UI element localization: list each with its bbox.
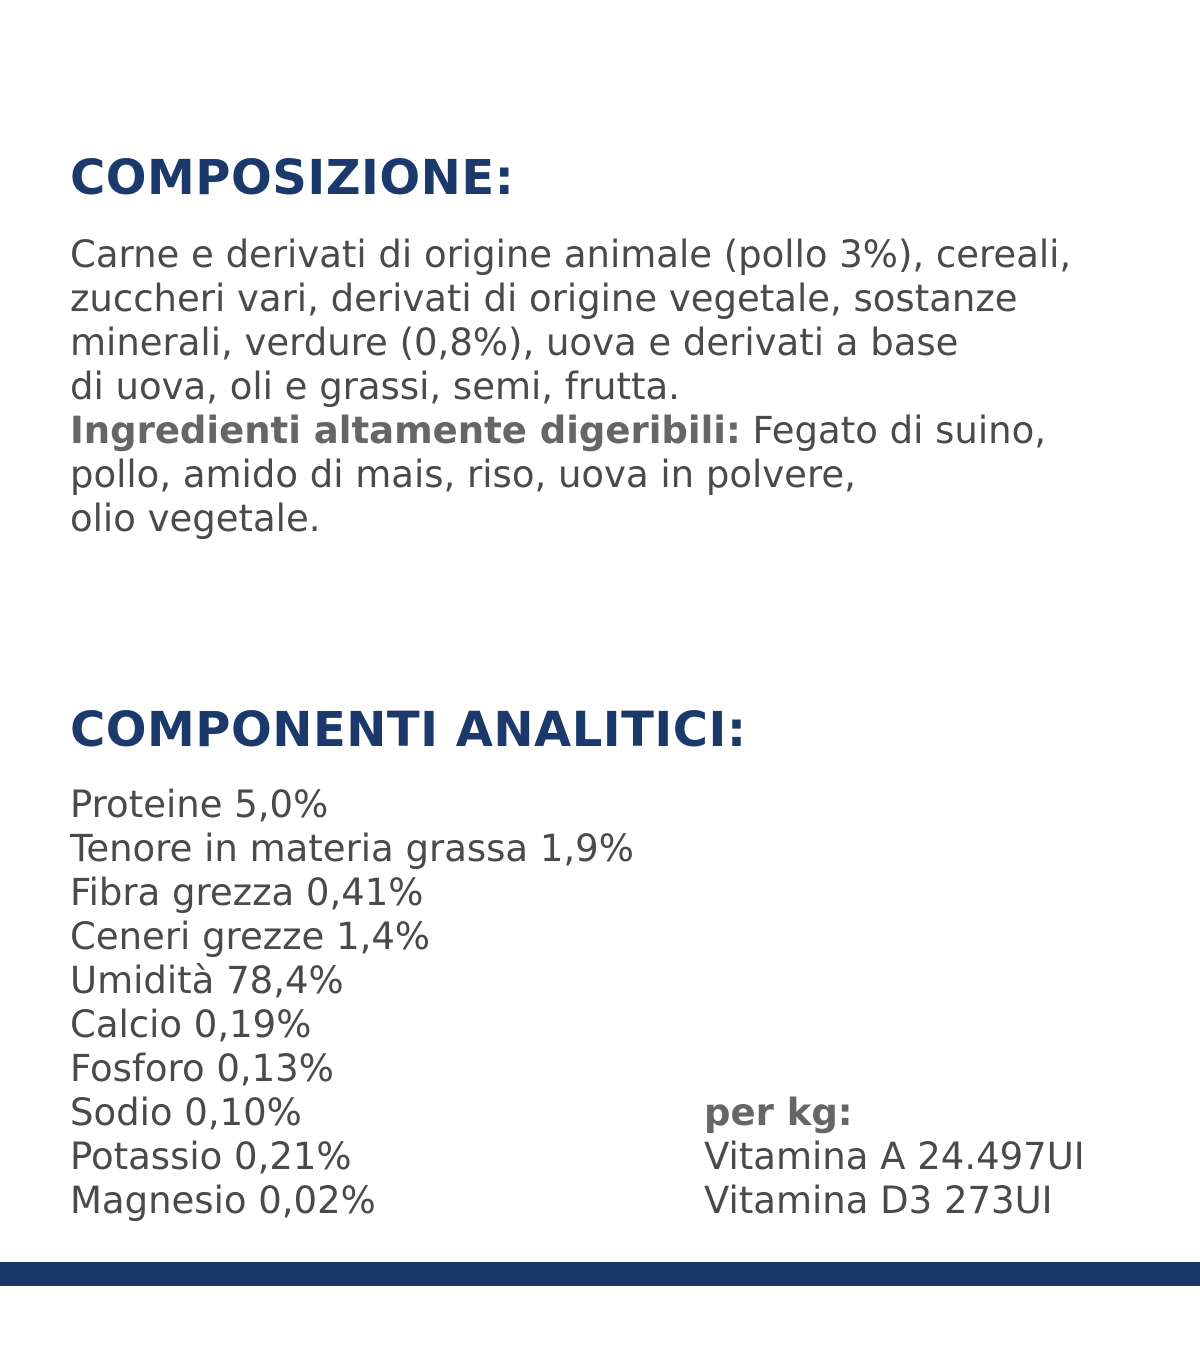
composition-text: [70, 233, 1071, 541]
highly-digestible-text: Fegato di suino,: [740, 409, 1046, 452]
highly-digestible-line: pollo, amido di mais, riso, uova in polvere,: [70, 453, 856, 496]
composition-line: di uova, oli e grassi, semi, frutta.: [70, 365, 680, 408]
highly-digestible-label: Ingredienti altamente digeribili:: [70, 409, 741, 452]
analytic-item: Fosforo 0,13%: [70, 1047, 334, 1090]
footer-bar: [0, 1262, 1200, 1286]
composition-heading: COMPOSIZIONE:: [70, 150, 515, 206]
analytic-item: Calcio 0,19%: [70, 1003, 312, 1046]
analytic-item: Ceneri grezze 1,4%: [70, 915, 431, 958]
vitamin-item: Vitamina D3 273UI: [704, 1179, 1053, 1222]
analytic-item: Sodio 0,10%: [70, 1091, 302, 1134]
vitamin-item: Vitamina A 24.497UI: [704, 1135, 1085, 1178]
analytic-item: Proteine 5,0%: [70, 783, 329, 826]
analytic-item: Magnesio 0,02%: [70, 1179, 376, 1222]
analytics-list: [70, 783, 634, 1223]
highly-digestible-line: olio vegetale.: [70, 497, 321, 540]
analytics-heading: COMPONENTI ANALITICI:: [70, 702, 747, 758]
per-kg-label: per kg:: [704, 1091, 853, 1134]
vitamins-block: [704, 1091, 1085, 1223]
analytic-item: Potassio 0,21%: [70, 1135, 352, 1178]
composition-line: Carne e derivati di origine animale (pollo 3%), cereali,: [70, 233, 1072, 276]
composition-line: minerali, verdure (0,8%), uova e derivati a base: [70, 321, 959, 364]
composition-line: zuccheri vari, derivati di origine vegetale, sostanze: [70, 277, 1018, 320]
analytic-item: Fibra grezza 0,41%: [70, 871, 424, 914]
highly-digestible-line: [70, 409, 1071, 453]
analytic-item: Umidità 78,4%: [70, 959, 344, 1002]
analytic-item: Tenore in materia grassa 1,9%: [70, 827, 634, 870]
